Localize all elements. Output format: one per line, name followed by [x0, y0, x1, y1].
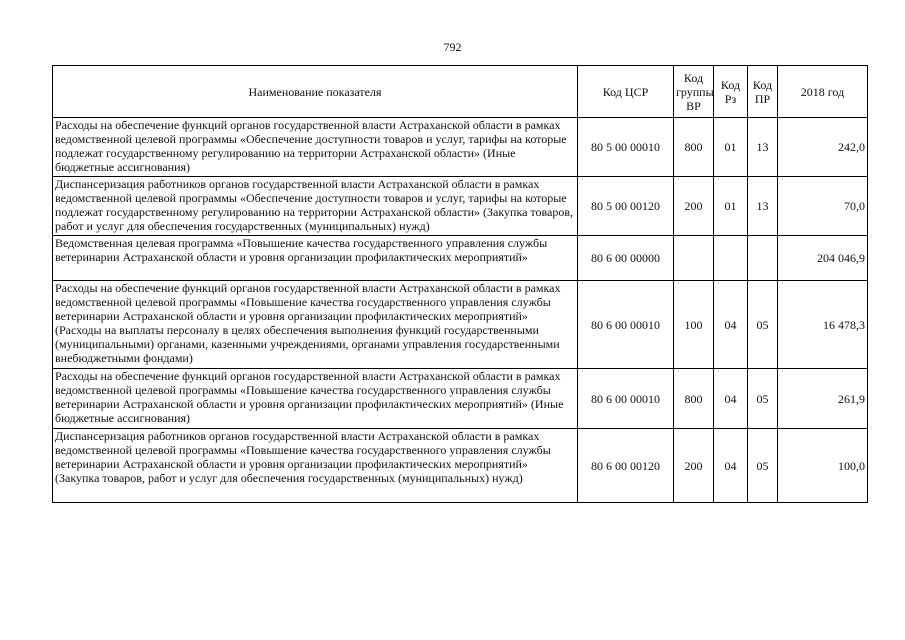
- row-vr-code: [674, 236, 714, 281]
- row-pr-code: 13: [748, 118, 778, 177]
- row-csr-code: 80 6 00 00000: [578, 236, 674, 281]
- table-row: [53, 281, 868, 369]
- column-header-csr: Код ЦСР: [578, 66, 674, 118]
- row-vr-code: 800: [674, 369, 714, 429]
- row-vr-code: 100: [674, 281, 714, 369]
- row-csr-code: 80 5 00 00120: [578, 177, 674, 236]
- table-row: [53, 118, 868, 177]
- row-rz-code: 04: [714, 369, 748, 429]
- column-header-year: 2018 год: [778, 66, 868, 118]
- row-amount: 242,0: [778, 118, 868, 177]
- row-rz-code: 04: [714, 281, 748, 369]
- column-header-rz: Код Рз: [714, 66, 748, 118]
- table-row: [53, 429, 868, 503]
- column-header-vr: Код группы ВР: [674, 66, 714, 118]
- row-rz-code: 01: [714, 118, 748, 177]
- row-name: Расходы на обеспечение функций органов государственной власти Астраханской области в рамках ведомственной целевой программы «Повышение качества государственного управления службы ветеринарии Астраханской области и уровня организации профилактических мероприятий» (Иные бюджетные ассигнования): [53, 369, 578, 429]
- table-row: [53, 236, 868, 281]
- row-name: Расходы на обеспечение функций органов государственной власти Астраханской области в рамках ведомственной целевой программы «Повышение качества государственного управления службы ветеринарии Астраханской области и уровня организации профилактических мероприятий» (Расходы на выплаты персоналу в целях обеспечения выполнения функций государственными (муниципальными) органами, казенными учреждениями, органами управления государственными внебюджетными фондами): [53, 281, 578, 369]
- row-pr-code: 05: [748, 281, 778, 369]
- table-row: [53, 369, 868, 429]
- budget-table: [52, 65, 868, 503]
- row-name: Ведомственная целевая программа «Повышение качества государственного управления службы ветеринарии Астраханской области и уровня организации профилактических мероприятий»: [53, 236, 578, 281]
- row-vr-code: 800: [674, 118, 714, 177]
- row-csr-code: 80 6 00 00010: [578, 281, 674, 369]
- row-name: Диспансеризация работников органов государственной власти Астраханской области в рамках ведомственной целевой программы «Повышение качества государственного управления службы ветеринарии Астраханской области и уровня организации профилактических мероприятий» (Закупка товаров, работ и услуг для обеспечения государственных (муниципальных) нужд): [53, 429, 578, 503]
- page-number: 792: [443, 40, 462, 54]
- row-amount: 261,9: [778, 369, 868, 429]
- row-amount: 16 478,3: [778, 281, 868, 369]
- row-amount: 100,0: [778, 429, 868, 503]
- row-vr-code: 200: [674, 429, 714, 503]
- column-header-name: Наименование показателя: [53, 66, 578, 118]
- row-pr-code: 13: [748, 177, 778, 236]
- row-csr-code: 80 6 00 00120: [578, 429, 674, 503]
- row-rz-code: 04: [714, 429, 748, 503]
- row-rz-code: 01: [714, 177, 748, 236]
- row-pr-code: 05: [748, 369, 778, 429]
- row-name: Диспансеризация работников органов государственной власти Астраханской области в рамках ведомственной целевой программы «Обеспечение доступности товаров и услуг, тарифы на которые подлежат государственному регулированию на территории Астраханской области» (Закупка товаров, работ и услуг для обеспечения государственных (муниципальных) нужд): [53, 177, 578, 236]
- row-amount: 70,0: [778, 177, 868, 236]
- row-name: Расходы на обеспечение функций органов государственной власти Астраханской области в рамках ведомственной целевой программы «Обеспечение доступности товаров и услуг, тарифы на которые подлежат государственному регулированию на территории Астраханской области» (Иные бюджетные ассигнования): [53, 118, 578, 177]
- row-pr-code: [748, 236, 778, 281]
- row-rz-code: [714, 236, 748, 281]
- column-header-pr: Код ПР: [748, 66, 778, 118]
- table-row: [53, 177, 868, 236]
- row-csr-code: 80 5 00 00010: [578, 118, 674, 177]
- row-csr-code: 80 6 00 00010: [578, 369, 674, 429]
- row-vr-code: 200: [674, 177, 714, 236]
- row-amount: 204 046,9: [778, 236, 868, 281]
- row-pr-code: 05: [748, 429, 778, 503]
- table-header-row: [53, 66, 868, 118]
